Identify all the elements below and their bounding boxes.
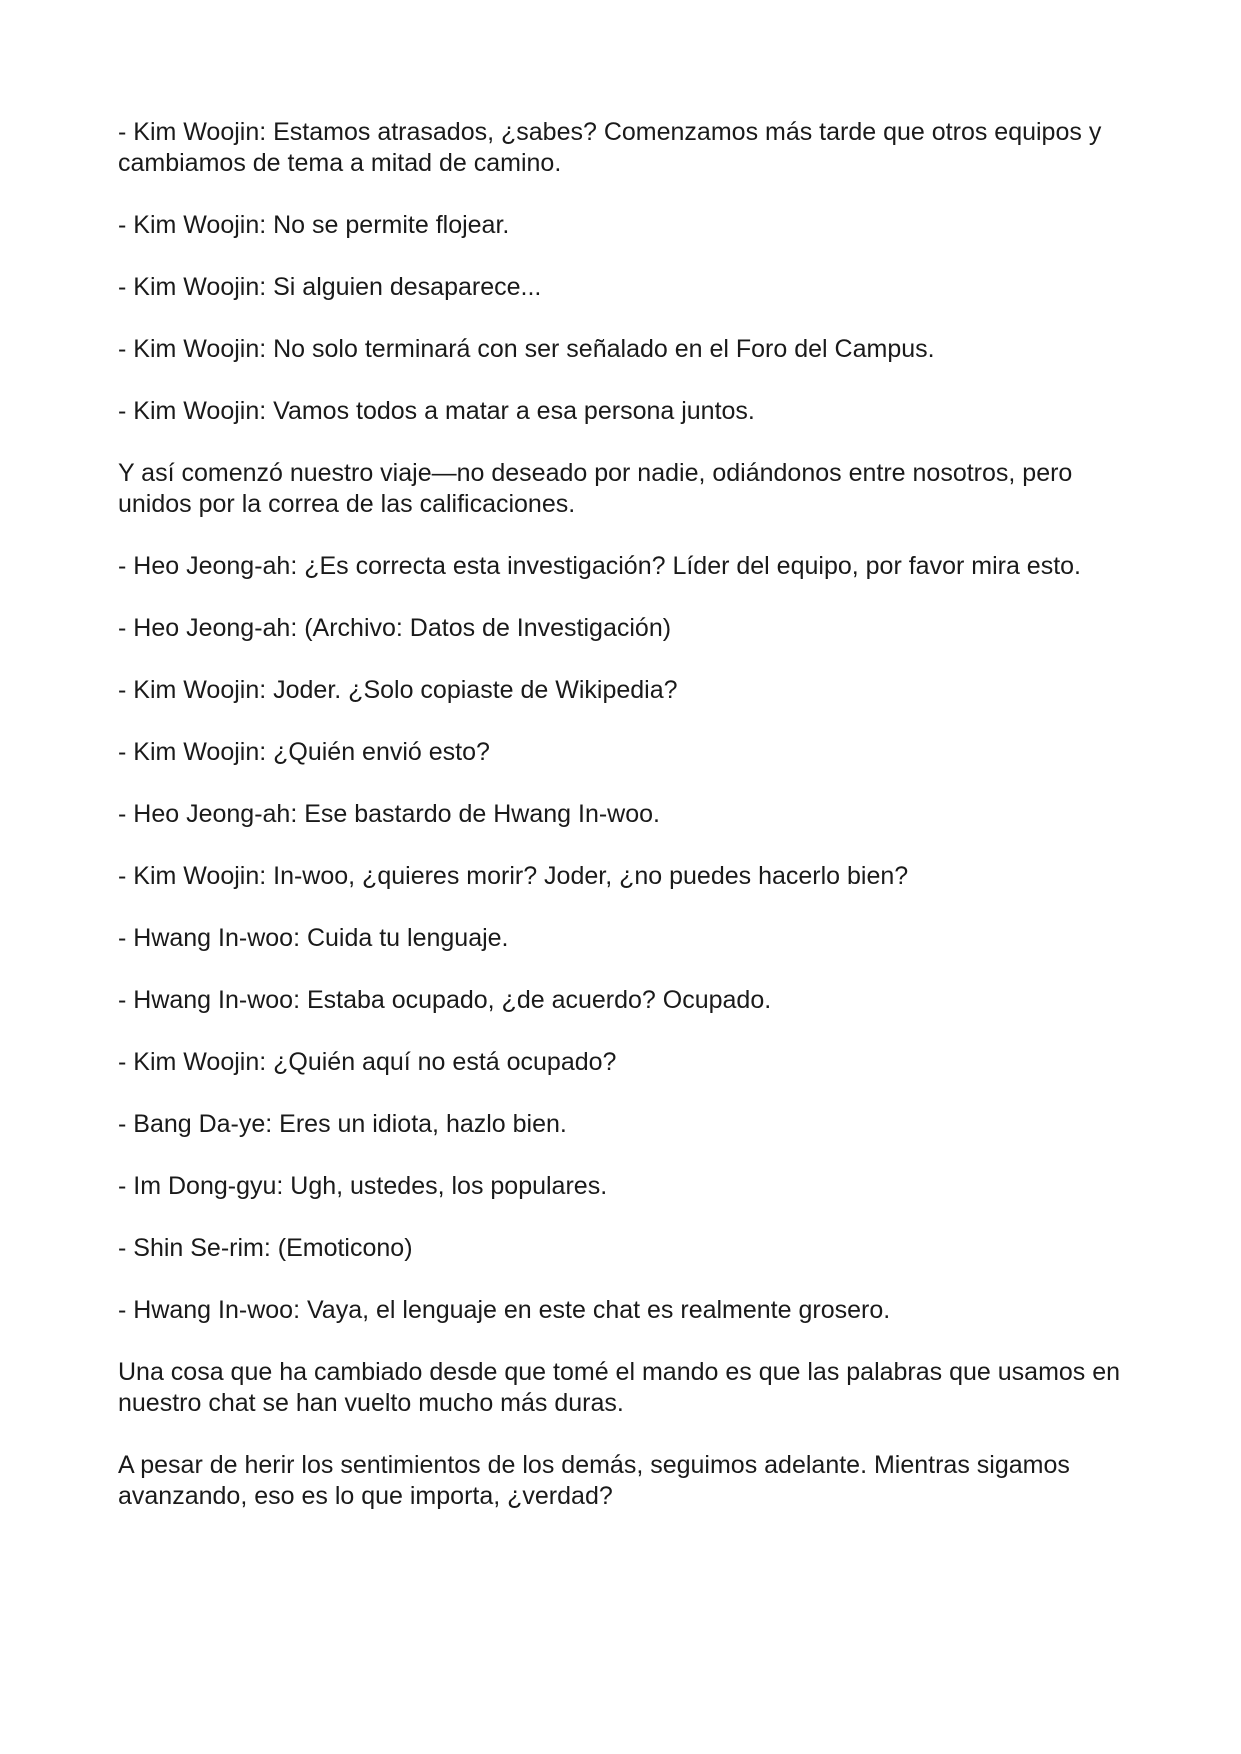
dialogue-line: - Kim Woojin: Si alguien desaparece...: [118, 273, 542, 301]
narration-paragraph: A pesar de herir los sentimientos de los demás, seguimos adelante. Mientras sigamos avanzando, eso es lo que importa, ¿verdad?: [118, 1451, 1070, 1510]
dialogue-line: - Heo Jeong-ah: ¿Es correcta esta investigación? Líder del equipo, por favor mira esto.: [118, 552, 1082, 580]
dialogue-line: - Hwang In-woo: Estaba ocupado, ¿de acuerdo? Ocupado.: [118, 986, 772, 1014]
dialogue-line: - Kim Woojin: ¿Quién aquí no está ocupado?: [118, 1048, 617, 1076]
dialogue-line: - Kim Woojin: No se permite flojear.: [118, 211, 510, 239]
dialogue-line: - Shin Se-rim: (Emoticono): [118, 1234, 413, 1262]
dialogue-line: - Heo Jeong-ah: (Archivo: Datos de Investigación): [118, 614, 672, 642]
dialogue-line: - Hwang In-woo: Vaya, el lenguaje en este chat es realmente grosero.: [118, 1296, 891, 1324]
narration-paragraph: Una cosa que ha cambiado desde que tomé el mando es que las palabras que usamos en nuestro chat se han vuelto mucho más duras.: [118, 1358, 1121, 1417]
dialogue-line: - Kim Woojin: No solo terminará con ser señalado en el Foro del Campus.: [118, 335, 935, 363]
dialogue-line: - Kim Woojin: In-woo, ¿quieres morir? Joder, ¿no puedes hacerlo bien?: [118, 862, 909, 890]
document-body: [118, 117, 1128, 1543]
dialogue-line: - Heo Jeong-ah: Ese bastardo de Hwang In-woo.: [118, 800, 660, 828]
narration-paragraph: Y así comenzó nuestro viaje—no deseado por nadie, odiándonos entre nosotros, pero unidos por la correa de las calificaciones.: [118, 459, 1073, 518]
dialogue-line: - Kim Woojin: Joder. ¿Solo copiaste de Wikipedia?: [118, 676, 678, 704]
dialogue-line: - Im Dong-gyu: Ugh, ustedes, los populares.: [118, 1172, 608, 1200]
dialogue-line: - Kim Woojin: Estamos atrasados, ¿sabes? Comenzamos más tarde que otros equipos y cambiamos de tema a mitad de camino.: [118, 118, 1102, 177]
dialogue-line: - Bang Da-ye: Eres un idiota, hazlo bien.: [118, 1110, 567, 1138]
dialogue-line: - Kim Woojin: ¿Quién envió esto?: [118, 738, 490, 766]
dialogue-line: - Hwang In-woo: Cuida tu lenguaje.: [118, 924, 509, 952]
dialogue-line: - Kim Woojin: Vamos todos a matar a esa persona juntos.: [118, 397, 755, 425]
